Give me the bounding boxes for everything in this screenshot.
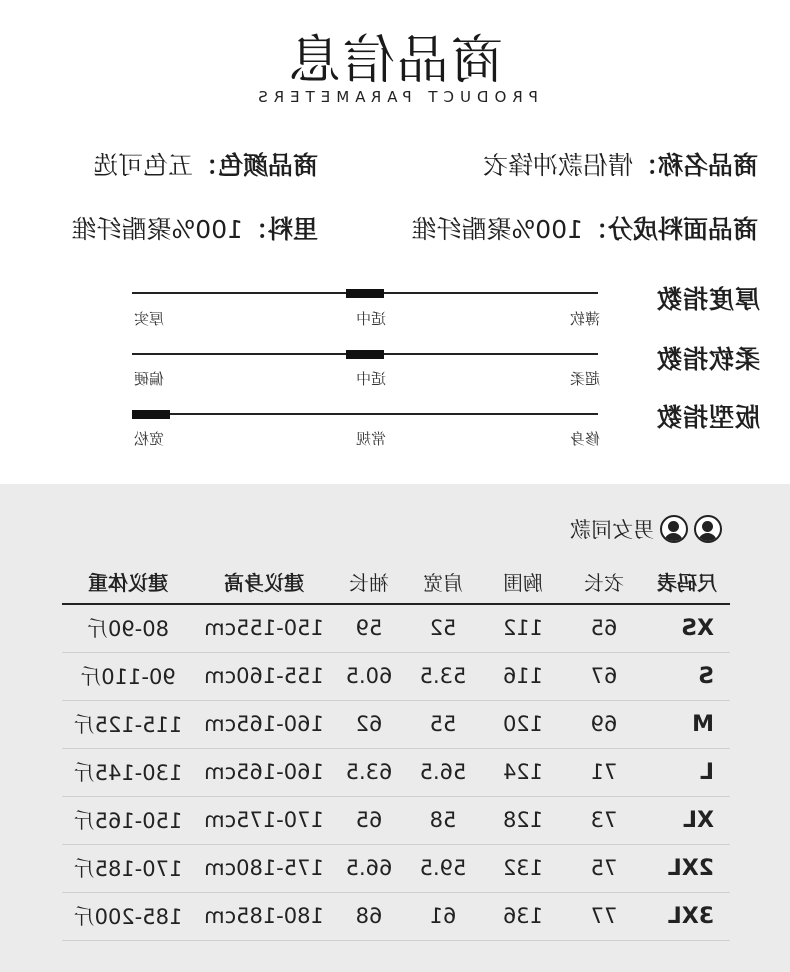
- cell-shoulder: 52: [404, 604, 482, 652]
- cell-shoulder: 53.5: [404, 652, 482, 700]
- cell-chest: 120: [482, 700, 564, 748]
- male-avatar-icon: [694, 515, 722, 543]
- scale-marker-fit: [132, 410, 170, 419]
- page-subtitle: PRODUCT PARAMETERS: [252, 88, 538, 106]
- cell-length: 77: [564, 892, 644, 940]
- cell-sleeve: 62: [334, 700, 404, 748]
- scale-tick-right: 宽松: [133, 430, 164, 448]
- cell-sleeve: 60.5: [334, 652, 404, 700]
- cell-chest: 112: [482, 604, 564, 652]
- scale-tick-mid: 适中: [355, 370, 386, 388]
- table-row: [62, 652, 730, 700]
- cell-shoulder: 55: [404, 700, 482, 748]
- cell-size: M: [644, 700, 730, 748]
- scale-tick-left: 薄软: [569, 310, 600, 328]
- cell-weight: 170-185斤: [62, 844, 194, 892]
- cell-weight: 130-145斤: [62, 748, 194, 796]
- table-row: [62, 892, 730, 940]
- unisex-badge: [570, 514, 722, 544]
- header-height: 建议身高: [194, 560, 334, 604]
- cell-shoulder: 58: [404, 796, 482, 844]
- cell-sleeve: 68: [334, 892, 404, 940]
- cell-height: 170-175cm: [194, 796, 334, 844]
- cell-shoulder: 56.5: [404, 748, 482, 796]
- table-row: [62, 604, 730, 652]
- table-row: [62, 796, 730, 844]
- table-row: [62, 748, 730, 796]
- cell-chest: 136: [482, 892, 564, 940]
- scale-marker-thickness: [346, 289, 384, 298]
- cell-size: S: [644, 652, 730, 700]
- cell-size: 2XL: [644, 844, 730, 892]
- scale-tick-right: 厚实: [133, 310, 164, 328]
- scale-tick-left: 修身: [569, 430, 600, 448]
- scale-marker-softness: [346, 350, 384, 359]
- cell-height: 150-155cm: [194, 604, 334, 652]
- cell-weight: 115-125斤: [62, 700, 194, 748]
- param-lining: [72, 210, 319, 246]
- param-key: 商品颜色：: [192, 151, 318, 180]
- cell-weight: 185-200斤: [62, 892, 194, 940]
- cell-length: 67: [564, 652, 644, 700]
- female-avatar-icon: [660, 515, 688, 543]
- scale-line-fit: [132, 413, 598, 415]
- param-value: 情侣款冲锋衣: [482, 151, 633, 180]
- param-key: 商品面料成分：: [582, 215, 758, 244]
- size-table-header: [62, 560, 730, 604]
- cell-height: 175-180cm: [194, 844, 334, 892]
- param-value: 100%聚酯纤维: [411, 215, 583, 244]
- cell-sleeve: 59: [334, 604, 404, 652]
- header-sleeve: 袖长: [334, 560, 404, 604]
- table-row: [62, 844, 730, 892]
- scale-label-fit: 版型指数: [655, 403, 760, 432]
- cell-length: 73: [564, 796, 644, 844]
- cell-weight: 90-110斤: [62, 652, 194, 700]
- cell-sleeve: 66.5: [334, 844, 404, 892]
- param-product-name: [483, 146, 758, 182]
- cell-height: 155-160cm: [194, 652, 334, 700]
- scale-tick-mid: 适中: [355, 310, 386, 328]
- cell-chest: 124: [482, 748, 564, 796]
- scale-label-thickness: 厚度指数: [655, 285, 760, 314]
- unisex-label: 男女同款: [570, 518, 654, 542]
- cell-chest: 132: [482, 844, 564, 892]
- cell-length: 71: [564, 748, 644, 796]
- header-size: 尺码表: [644, 560, 730, 604]
- scale-label-softness: 柔软指数: [655, 345, 760, 374]
- param-product-color: [93, 146, 318, 182]
- param-value: 五色可选: [92, 151, 193, 180]
- scale-tick-left: 超柔: [569, 370, 600, 388]
- cell-length: 65: [564, 604, 644, 652]
- param-key: 里料：: [242, 215, 318, 244]
- cell-height: 180-185cm: [194, 892, 334, 940]
- param-key: 商品名称：: [632, 151, 758, 180]
- cell-height: 160-165cm: [194, 700, 334, 748]
- cell-size: L: [644, 748, 730, 796]
- cell-shoulder: 59.5: [404, 844, 482, 892]
- page-title: 商品信息: [287, 31, 504, 91]
- cell-size: XS: [644, 604, 730, 652]
- header-length: 衣长: [564, 560, 644, 604]
- cell-weight: 150-165斤: [62, 796, 194, 844]
- cell-length: 69: [564, 700, 644, 748]
- scale-tick-mid: 常规: [355, 430, 386, 448]
- header-shoulder: 肩宽: [404, 560, 482, 604]
- cell-shoulder: 61: [404, 892, 482, 940]
- header-weight: 建议体重: [62, 560, 194, 604]
- table-row: [62, 700, 730, 748]
- cell-weight: 80-90斤: [62, 604, 194, 652]
- size-table: [62, 560, 730, 941]
- cell-length: 75: [564, 844, 644, 892]
- param-value: 100%聚酯纤维: [71, 215, 243, 244]
- cell-height: 160-165cm: [194, 748, 334, 796]
- cell-sleeve: 65: [334, 796, 404, 844]
- cell-sleeve: 63.5: [334, 748, 404, 796]
- scale-tick-right: 偏硬: [133, 370, 164, 388]
- cell-size: XL: [644, 796, 730, 844]
- param-fabric: [412, 210, 759, 246]
- cell-size: 3XL: [644, 892, 730, 940]
- cell-chest: 116: [482, 652, 564, 700]
- header-chest: 胸围: [482, 560, 564, 604]
- cell-chest: 128: [482, 796, 564, 844]
